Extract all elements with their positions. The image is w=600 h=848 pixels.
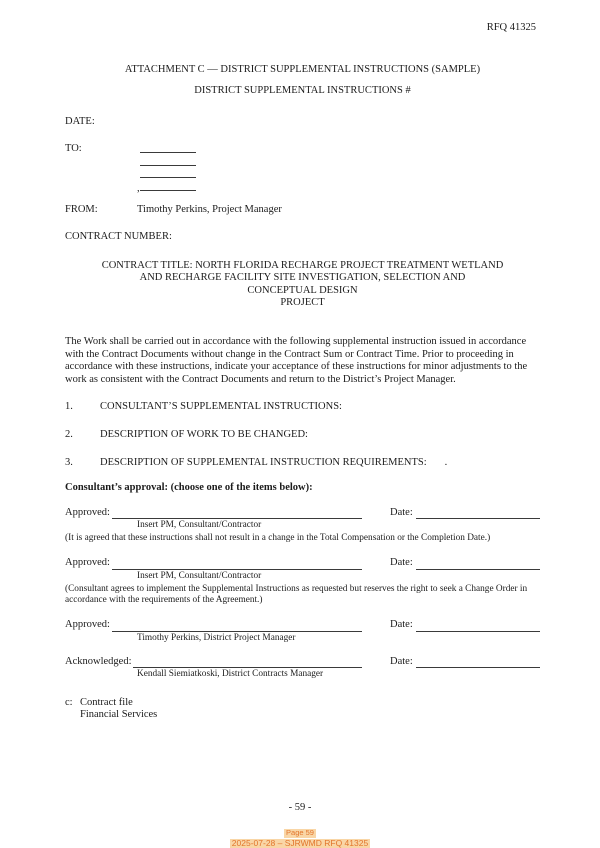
acknowledged-label: Acknowledged: — [65, 655, 132, 667]
date-blank-line[interactable] — [416, 559, 540, 570]
signature-row — [65, 557, 540, 570]
item-number: 2. — [65, 428, 73, 440]
signature-blank-line[interactable] — [112, 621, 362, 632]
signature-row — [65, 507, 540, 520]
signature-blank-line[interactable] — [112, 508, 362, 519]
cc-label: c: — [65, 696, 73, 708]
to-recipient-row — [137, 181, 196, 194]
cc-lines — [80, 697, 157, 722]
item-number: 3. — [65, 456, 73, 468]
approval-block-2 — [65, 557, 540, 607]
from-label: FROM: — [65, 204, 98, 216]
footer-stamp — [0, 829, 600, 848]
signer-title: Kendall Siemiatkoski, District Contracts Manager — [137, 669, 324, 680]
approval-block-1 — [65, 507, 540, 545]
cc-line: Contract file — [80, 696, 133, 708]
approval-note: (It is agreed that these instructions shall not result in a change in the Total Compensation or the Completion Date.) — [65, 533, 491, 544]
to-label: TO: — [65, 143, 82, 155]
signer-title: Insert PM, Consultant/Contractor — [137, 570, 262, 581]
to-recipient-row — [137, 168, 196, 181]
contract-title-line: PROJECT — [280, 297, 325, 309]
signature-row — [65, 619, 540, 632]
to-recipient-blank-line[interactable] — [140, 143, 196, 153]
to-recipient-blank-line[interactable] — [140, 156, 196, 166]
attachment-title: ATTACHMENT C — DISTRICT SUPPLEMENTAL INSTRUCTIONS (SAMPLE) — [124, 63, 481, 75]
supplemental-instructions-subtitle: DISTRICT SUPPLEMENTAL INSTRUCTIONS # — [194, 85, 411, 97]
item-text: DESCRIPTION OF SUPPLEMENTAL INSTRUCTION REQUIREMENTS: — [100, 456, 427, 468]
signature-blank-line[interactable] — [133, 657, 362, 668]
comma-prefix: , — [137, 182, 140, 194]
date-label: DATE: — [65, 115, 95, 127]
signature-blank-line[interactable] — [112, 559, 362, 570]
item-number: 1. — [65, 401, 73, 413]
date-label: Date: — [390, 557, 413, 569]
from-value: Timothy Perkins, Project Manager — [137, 204, 282, 216]
stamp-date-rfq-label: 2025-07-28 – SJRWMD RFQ 41325 — [231, 837, 369, 848]
date-blank-line[interactable] — [416, 657, 540, 668]
work-instructions-paragraph: The Work shall be carried out in accordance with the following supplemental instruction issued in accordance with the Contract Documents without change in the Contract Sum or Contract Time. Prior to proceeding in accordance with these instructions, indicate your acceptance of these instructions for minor adjustments to the work as consistent with the Contract Documents and return to the District’s Project Manager. — [65, 335, 528, 385]
date-label: Date: — [390, 506, 413, 518]
approved-label: Approved: — [65, 506, 110, 518]
document-heading — [65, 64, 540, 98]
cc-block — [65, 697, 540, 722]
numbered-item-2 — [65, 429, 540, 442]
item-suffix: . — [444, 456, 448, 468]
numbered-item-1 — [65, 401, 540, 414]
to-field-row — [65, 143, 540, 193]
date-field-row — [65, 116, 540, 129]
contract-title-line: AND RECHARGE FACILITY SITE INVESTIGATION, SELECTION AND — [139, 272, 466, 284]
signer-title: Insert PM, Consultant/Contractor — [137, 520, 262, 531]
contract-number-label: CONTRACT NUMBER: — [65, 230, 172, 242]
approved-label: Approved: — [65, 557, 110, 569]
date-label: Date: — [390, 619, 413, 631]
item-text: CONSULTANT’S SUPPLEMENTAL INSTRUCTIONS: — [100, 401, 342, 413]
date-blank-line[interactable] — [416, 508, 540, 519]
to-recipient-row — [137, 143, 196, 156]
to-recipient-blank-line[interactable] — [140, 168, 196, 178]
contract-title-line: CONTRACT TITLE: NORTH FLORIDA RECHARGE PROJECT TREATMENT WETLAND — [101, 259, 504, 271]
to-recipient-lines — [137, 143, 196, 193]
numbered-item-3 — [65, 457, 540, 470]
page-number: - 59 - — [288, 802, 312, 814]
date-blank-line[interactable] — [416, 621, 540, 632]
acknowledged-block — [65, 656, 540, 681]
signature-row — [65, 656, 540, 669]
rfq-reference-number: RFQ 41325 — [486, 22, 536, 33]
cc-line: Financial Services — [80, 709, 158, 721]
contract-title-block — [65, 260, 540, 310]
contract-title-line: CONCEPTUAL DESIGN — [247, 284, 358, 296]
stamp-page-label: Page 59 — [286, 828, 314, 838]
item-text: DESCRIPTION OF WORK TO BE CHANGED: — [100, 428, 308, 440]
to-recipient-row — [137, 156, 196, 169]
approval-block-3 — [65, 619, 540, 644]
approval-note: (Consultant agrees to implement the Supplemental Instructions as requested but reserves the right to seek a Change Order in accordance with the requirements of the Agreement.) — [65, 583, 528, 606]
signer-title: Timothy Perkins, District Project Manager — [137, 632, 296, 643]
date-label: Date: — [390, 655, 413, 667]
to-recipient-blank-line[interactable] — [140, 181, 196, 191]
approved-label: Approved: — [65, 619, 110, 631]
from-field-row — [65, 204, 540, 217]
consultant-approval-heading: Consultant’s approval: (choose one of the items below): — [65, 482, 313, 494]
